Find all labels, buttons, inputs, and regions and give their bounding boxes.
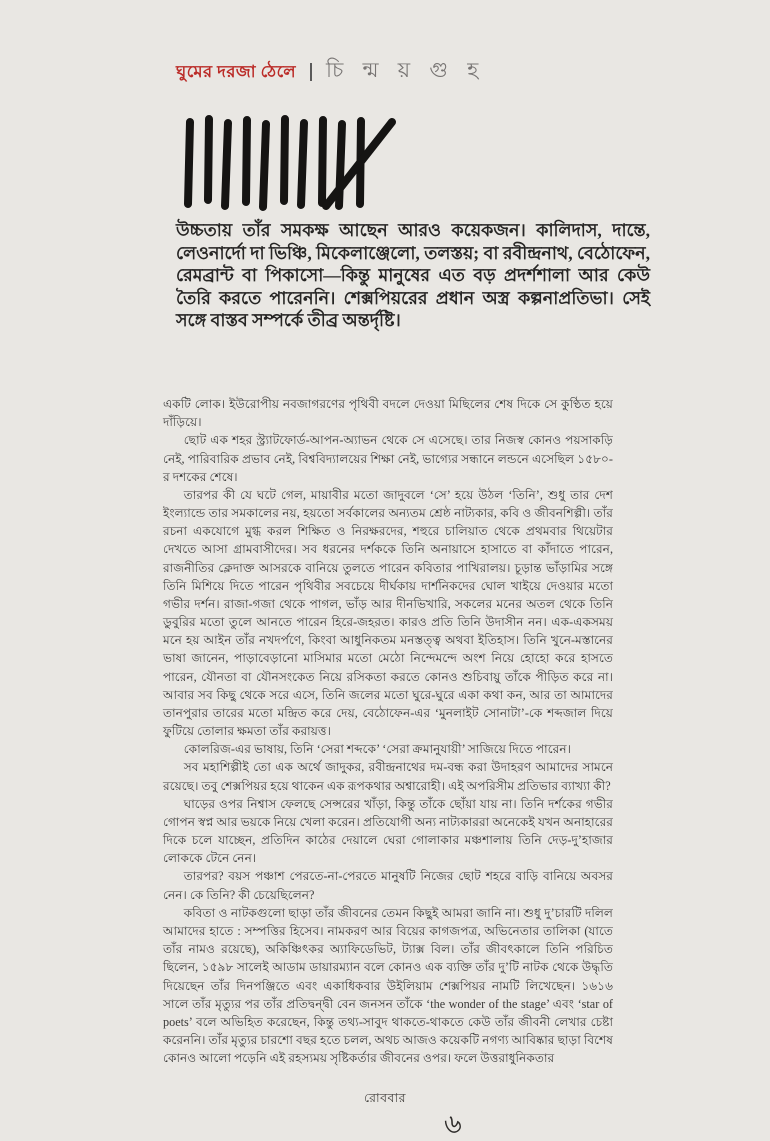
body-paragraph: কবিতা ও নাটকগুলো ছাড়া তাঁর জীবনের তেমন কিছুই আমরা জানি না। শুধু দু’চারটি দলিল আমাদের হাতে : সম্পত্তির হিসেব। নামকরণ আর বিয়ের কাগজপত্র, অভিনেতার তালিকা (যাতে তাঁর নামও রয়েছে), অকিঞ্চিৎকর অ্যাফিডেভিট, ট্যাক্স বিল। তাঁর জীবৎকালে তিনি পরিচিত ছিলেন, ১৫৯৮ সালেই আডাম ডায়ারম্যান বলে কোনও এক ব্যক্তি তাঁর দু’টি নাটক থেকে উদ্ধৃতি দিয়েছেন তাঁর দিনপঞ্জিতে এবং একাধিকবার উইলিয়াম শেক্সপিয়র নামটি লিখেছেন। ১৬১৬ সালে তাঁর মৃত্যুর পর তাঁর প্রতিদ্বন্দ্বী বেন জনসন তাঁকে ‘the wonder of the stage’ এবং ‘star of poets’ বলে অভিহিত করেছেন, কিন্তু তথ্য-সাবুদ থাকতে-থাকতে কেউ তাঁর জীবনী লেখার চেষ্টা করেননি। তাঁর মৃত্যুর চারশো বছর হতে চলল, অথচ আজও কয়েকটি নগণ্য আবিষ্কার ছাড়া বিশেষ কোনও আলো পড়েনি এই রহস্যময় সৃষ্টিকর্তার জীবনের ওপর। ফলে উত্তরাধুনিকতার [163,905,613,1066]
column-title: ঘুমের দরজা ঠেলে [176,62,297,81]
magazine-name: রোববার [364,1091,406,1105]
lead-paragraph: উচ্চতায় তাঁর সমকক্ষ আছেন আরও কয়েকজন। কালিদাস, দান্তে, লেওনার্দো দা ভিঞ্চি, মিকেলাঞ্জেলো, তলস্তয়; বা রবীন্দ্রনাথ, বেঠোফেন, রেমব্রান্ট বা পিকাসো—কিন্তু মানুষের এত বড় প্রদর্শশালা আর কেউ তৈরি করতে পারেননি। শেক্সপিয়রের প্রধান অস্ত্র কল্পনাপ্রতিভা। সেই সঙ্গে বাস্তব সম্পর্কে তীব্র অন্তর্দৃষ্টি। [176,220,650,331]
tally-strokes-artwork [178,112,410,214]
body-paragraph: ছোট এক শহর স্ট্র্যাটফোর্ড-আপন-অ্যাভন থেকে সে এসেছে। তার নিজস্ব কোনও পয়সাকড়ি নেই, পারিবারিক প্রভাব নেই, বিশ্ববিদ্যালয়ের শিক্ষা নেই, ভাগ্যের সন্ধানে লন্ডনে এসেছিল ১৫৮০-র দশকের শেষে। [163,433,613,484]
body-paragraph: সব মহাশিল্পীই তো এক অর্থে জাদুকর, রবীন্দ্রনাথের দম-বন্ধ করা উদাহরণ আমাদের সামনে রয়েছে। তবু শেক্সপিয়র হয়ে থাকেন এক রূপকথার অশ্বারোহী। এই অপরিসীম প্রতিভার ব্যাখ্যা কী? [163,760,613,793]
author-name: চি ন্ম য় গু হ [326,58,486,82]
masthead-divider [310,63,312,81]
body-paragraph: কোলরিজ-এর ভাষায়, তিনি ‘সেরা শব্দকে’ ‘সেরা ক্রমানুযায়ী’ সাজিয়ে দিতে পারেন। [183,742,571,757]
article-body [163,395,613,1067]
body-paragraph: একটি লোক। ইউরোপীয় নবজাগরণের পৃথিবী বদলে দেওয়া মিছিলের শেষ দিকে সে কুণ্ঠিত হয়ে দাঁড়িয়ে। [163,397,613,430]
page-number: ৬ [443,1108,463,1141]
body-paragraph: তারপর? বয়স পঞ্চাশ পেরতে-না-পেরতে মানুষটি নিজের ছোট শহরে বাড়ি বানিয়ে অবসর নেন। কে তিনি? কী চেয়েছিলেন? [163,869,613,902]
body-paragraph: তারপর কী যে ঘটে গেল, মায়াবীর মতো জাদুবলে ‘সে’ হয়ে উঠল ‘তিনি’, শুধু তার দেশ ইংল্যান্ডে তার সমকালের নয়, হয়তো সর্বকালের অন্যতম শ্রেষ্ঠ নাট্যকার, কবি ও জীবনশিল্পী। তাঁর রচনা একযোগে মুগ্ধ করল শিক্ষিত ও নিরক্ষরদের, শহুরে চালিয়াত থেকে প্রথমবার থিয়েটার দেখতে আসা গ্রামবাসীদের। সব ধরনের দর্শককে তিনি অনায়াসে হাসাতে বা কাঁদাতে পারেন, রাজনীতির ক্লেদাক্ত আসরকে বানিয়ে তুলতে পারেন কবিতার পাখিরালয়। চূড়ান্ত ভাঁড়ামির সঙ্গে তিনি মিশিয়ে দিতে পারেন পৃথিবীর সবচেয়ে দীর্ঘকায় দার্শনিকদের ঘোল খাইয়ে দেওয়ার মতো গভীর দর্শন। রাজা-গজা থেকে পাগল, ভাঁড় আর দীনভিখারি, সকলের মনের অতল থেকে তিনি ডুবুরির মতো তুলে আনতে পারেন হিরে-জহরত। কারও প্রতি তিনি উদাসীন নন। এক-একসময় মনে হয় আইন তাঁর নখদর্পণে, কিংবা আধুনিকতম মনস্তত্ত্ব অথবা ইতিহাস। তিনি খুনে-মস্তানের ভাষা জানেন, পাড়াবেড়ানো মাসিমার মতো মেঠো নিন্দেমন্দে অংশ নিয়ে হোহো করে হাসতে পারেন, যৌনতা বা যৌনসংকেত নিয়ে রসিকতা করতে কোনও শুচিবায়ু তাঁকে পীড়িত করে না। আবার সব কিছু থেকে সরে এসে, তিনি জলের মতো ঘুরে-ঘুরে একা কথা কন, আর তা আমাদের তানপুরার তারের মতো মন্দ্রিত করে দেয়, বেঠোফেন-এর ‘মুনলাইট সোনাটা’-কে শব্দজাল দিয়ে ফুটিয়ে তোলার ক্ষমতা তাঁর করায়ত্ত। [163,487,613,739]
body-paragraph: ঘাড়ের ওপর নিশ্বাস ফেলছে সেন্সরের খাঁড়া, কিন্তু তাঁকে ছোঁয়া যায় না। তিনি দর্শকের গভীর গোপন স্বপ্ন আর ভয়কে নিয়ে খেলা করেন। প্রতিযোগী অন্য নাট্যকাররা অনেকেই যখন অনাহারের দিকে চলে যাচ্ছেন, প্রতিদিন কাঠের দেয়ালে ঘেরা গোলাকার মঞ্চশালায় তিনি দেড়-দু’হাজার লোককে টেনে নেন। [163,796,613,866]
masthead [176,54,485,89]
tally-strokes-icon [178,112,410,214]
